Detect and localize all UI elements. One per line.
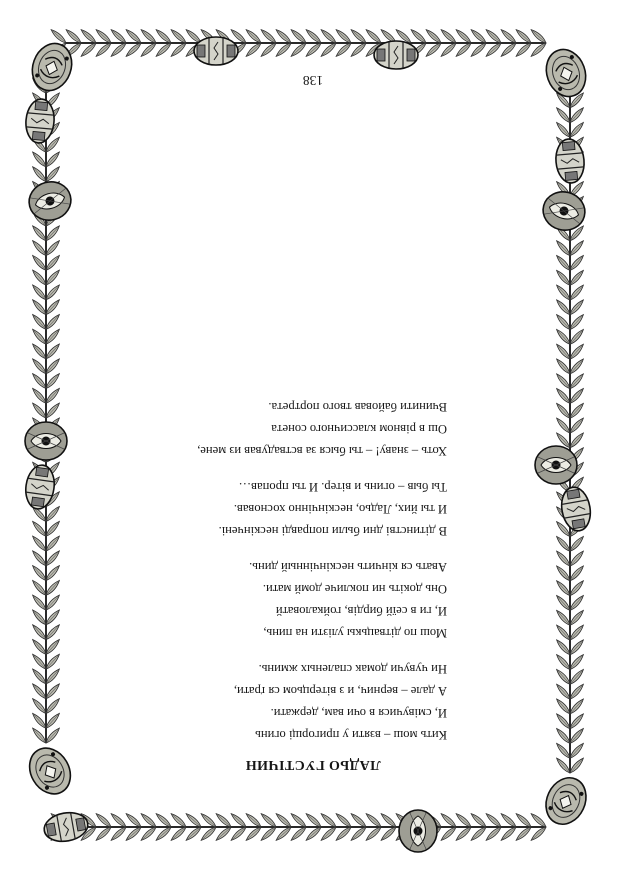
- poem-line: Авать ся кінчить нескінчінный динь.: [249, 560, 447, 574]
- bottom-vine: [50, 28, 548, 58]
- poem-stanza: [147, 476, 447, 542]
- pysanka-egg-icon: [535, 446, 577, 484]
- pysanka-egg-icon: [374, 41, 418, 69]
- poem-stanza: [147, 658, 447, 746]
- poem-line: Кить мош – взяти у пригорщі огинь: [255, 728, 447, 742]
- poem-line: Ни чувучи домак спаленых жминь.: [258, 662, 447, 676]
- pysanka-egg-icon: [24, 98, 56, 144]
- poem-line: Ты быв – огинь и вітер. И ты пропав…: [238, 480, 447, 494]
- pysanka-egg-icon: [25, 422, 67, 460]
- poem-line: А дале – вернич, и з вітерцьом ся ґрати,: [233, 684, 447, 698]
- poem-line: В дітинстві дни были поправді нескінчені.: [218, 524, 447, 538]
- poem-stanza: [147, 396, 447, 462]
- poem-line: Хоть – знаву! – ты быся за вствадував из мене,: [197, 444, 447, 458]
- pysanka-egg-icon: [25, 177, 75, 225]
- pysanka-egg-icon: [194, 37, 238, 65]
- poem-stanza: [147, 556, 447, 644]
- poem-line: И, ги в сеїй бирдів, гойкаловатй: [275, 604, 447, 618]
- poem-title: ЛАДЬО ГУСТІЧИН: [245, 757, 381, 772]
- right-vine: [31, 77, 61, 745]
- poem-line: Мош по дітвацькы улізти на пинь,: [263, 626, 447, 640]
- pysanka-egg-icon: [399, 810, 437, 852]
- pysanka-egg-icon: [554, 138, 586, 184]
- poem-line: Ош в рівном классичного сонета: [271, 422, 447, 436]
- pysanka-egg-icon: [26, 38, 78, 96]
- poem-line: Вчинити байовав твого портрета.: [268, 400, 447, 414]
- pysanka-egg-icon: [540, 44, 592, 102]
- poem-line: И ты йих, Ладьо, нескінчінно хосновав.: [233, 502, 447, 516]
- page-number: 138: [302, 73, 324, 88]
- pysanka-egg-icon: [539, 771, 594, 831]
- pysanka-egg-icon: [22, 741, 79, 802]
- poem-line: Онь докіть ни покличе домй мати.: [262, 582, 447, 596]
- poem-body: [147, 382, 447, 746]
- poem-line: И, смівучися в очи вам, держати.: [270, 706, 447, 720]
- top-vine: [50, 812, 548, 842]
